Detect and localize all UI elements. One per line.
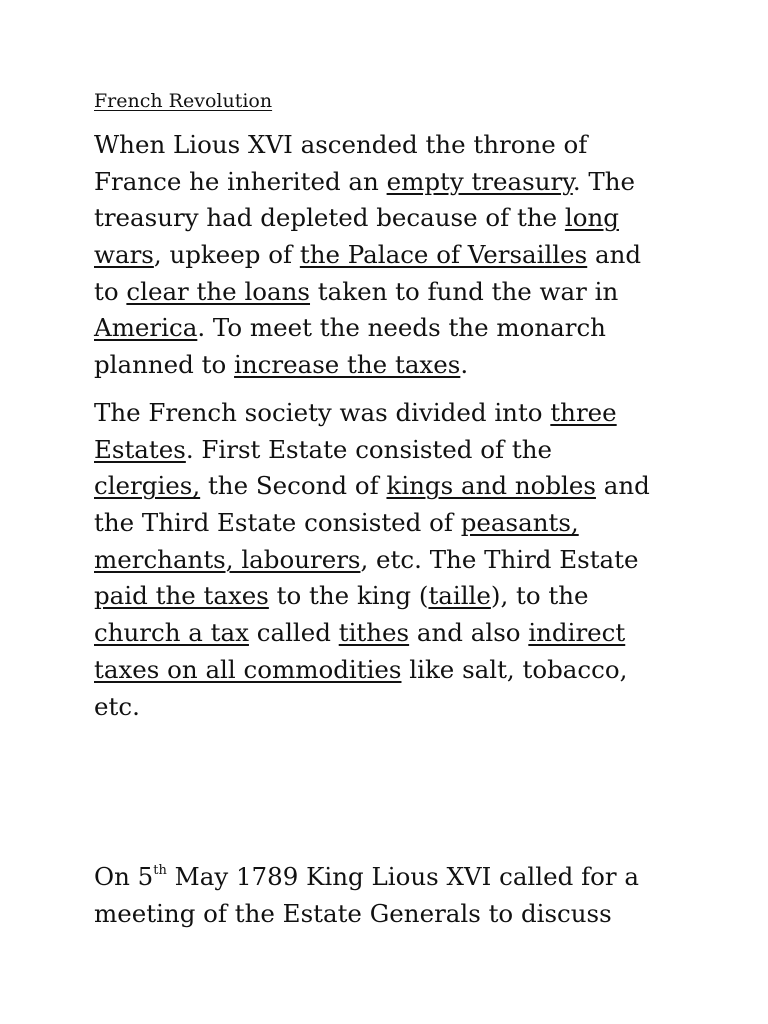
text-run: etc. (94, 691, 140, 721)
paragraph-line (94, 689, 694, 726)
text-run: When Lious XVI ascended the throne of (94, 130, 588, 159)
text-run: , upkeep of (153, 240, 300, 270)
paragraph-line (94, 615, 694, 652)
text-run: . (460, 350, 469, 380)
text-run: and (587, 240, 642, 270)
text-run: . To meet the needs the monarch (197, 313, 606, 343)
paragraph-line (94, 578, 694, 615)
paragraph-line (94, 347, 694, 384)
paragraph-line (94, 237, 694, 274)
text-run: treasury had depleted because of the (94, 203, 565, 233)
paragraph-line (94, 164, 694, 201)
paragraph-estate-generals (94, 859, 694, 932)
underlined-term: merchants, labourers (94, 544, 361, 574)
text-run: to the king ( (268, 581, 429, 611)
text-run: On 5 (94, 862, 154, 891)
paragraph-line (94, 859, 694, 896)
underlined-term: America (94, 313, 198, 343)
underlined-term: long (564, 203, 619, 233)
ordinal-superscript: th (153, 863, 167, 878)
underlined-term: clear the loans (126, 276, 311, 306)
paragraph-treasury (94, 127, 694, 384)
text-run: planned to (94, 350, 235, 380)
paragraph-line (94, 432, 694, 469)
underlined-term: empty treasury (386, 166, 573, 196)
paragraph-line (94, 542, 694, 579)
paragraph-line (94, 274, 694, 311)
text-run: ), to the (490, 581, 589, 611)
paragraph-line (94, 505, 694, 542)
paragraph-estates (94, 395, 694, 725)
underlined-term: peasants, (460, 508, 579, 538)
text-run: and also (409, 618, 529, 648)
paragraph-line (94, 200, 694, 237)
underlined-term: increase the taxes (234, 350, 461, 380)
paragraph-line (94, 468, 694, 505)
text-run: to (94, 276, 127, 306)
text-run: May 1789 King Lious XVI called for a (166, 862, 639, 891)
text-run: the Second of (200, 471, 387, 501)
underlined-term: taille (428, 581, 491, 611)
underlined-term: Estates (94, 434, 186, 464)
paragraph-line (94, 395, 694, 432)
text-run: . The (572, 166, 636, 196)
underlined-term: kings and nobles (386, 471, 596, 501)
text-run: like salt, tobacco, (401, 654, 628, 684)
paragraph-line (94, 652, 694, 689)
text-run: called (248, 618, 339, 648)
text-run: , etc. The Third Estate (360, 544, 639, 574)
underlined-term: three (550, 398, 617, 427)
text-run: and (595, 471, 650, 501)
paragraph-line (94, 896, 694, 933)
text-run: . First Estate consisted of the (185, 434, 552, 464)
paragraph-line (94, 127, 694, 164)
underlined-term: paid the taxes (94, 581, 269, 611)
text-run: meeting of the Estate Generals to discuss (94, 898, 612, 928)
underlined-term: taxes on all commodities (94, 654, 402, 684)
underlined-term: clergies, (94, 471, 201, 501)
text-run: taken to fund the war in (310, 276, 619, 306)
document-heading: French Revolution (94, 90, 273, 112)
underlined-term: indirect (528, 618, 626, 648)
underlined-term: wars (94, 240, 154, 270)
text-run: the Third Estate consisted of (94, 508, 461, 538)
text-run: France he inherited an (94, 166, 387, 196)
paragraph-line (94, 310, 694, 347)
text-run: The French society was divided into (94, 398, 551, 427)
underlined-term: the Palace of Versailles (299, 240, 588, 270)
underlined-term: tithes (338, 618, 410, 648)
underlined-term: church a tax (94, 618, 249, 648)
